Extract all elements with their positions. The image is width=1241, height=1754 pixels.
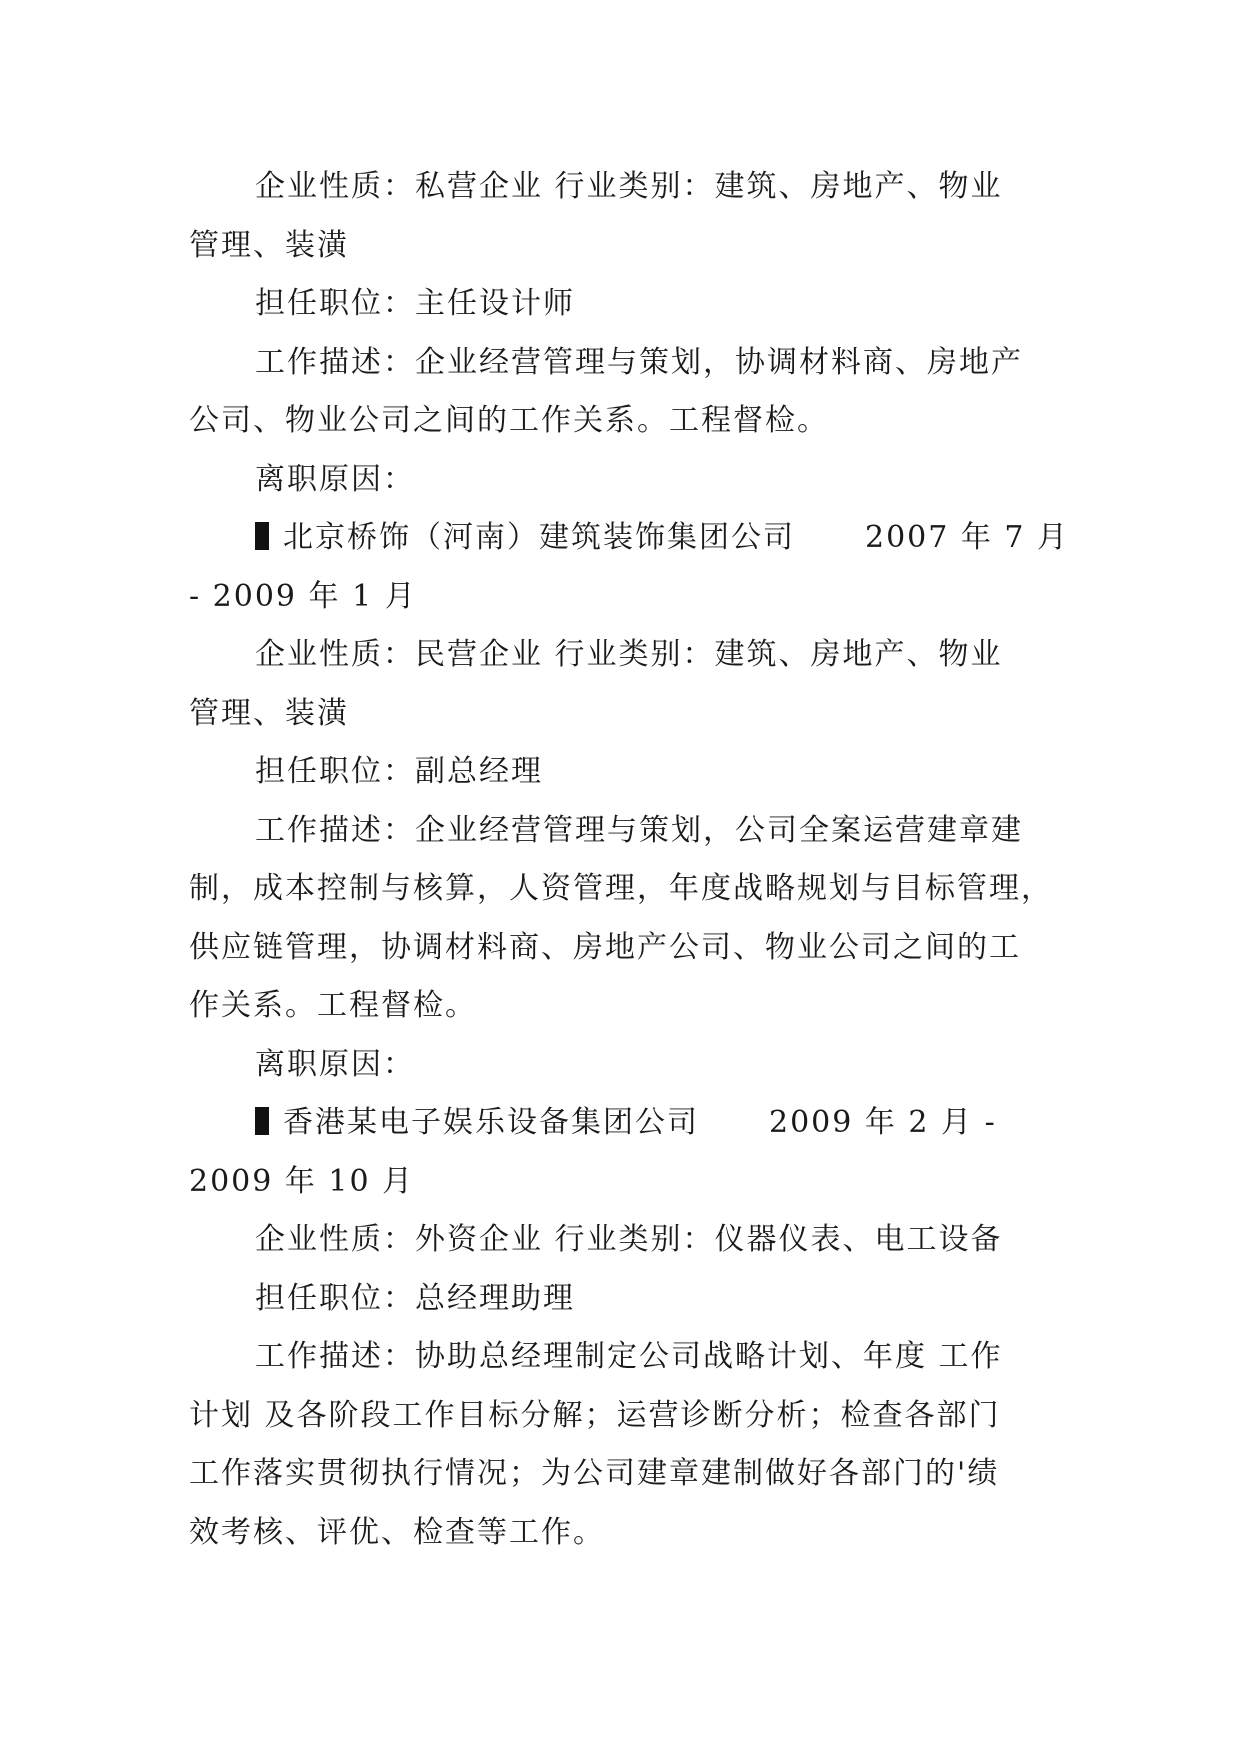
entry3-position: 担任职位：总经理助理 — [255, 1280, 575, 1316]
entry3-period-start: 2009 年 2 月 - — [769, 1105, 997, 1140]
entry3-desc-line: 效考核、评优、检查等工作。 — [189, 1514, 605, 1550]
bullet-block-icon — [255, 1107, 269, 1135]
entry1-nature-cont: 管理、装潢 — [189, 227, 349, 263]
document-page — [189, 158, 1070, 1562]
entry2-nature-cont: 管理、装潢 — [189, 695, 349, 731]
entry2-nature: 企业性质：民营企业 行业类别：建筑、房地产、物业 — [255, 637, 1003, 672]
entry2-desc-line: 工作描述：企业经营管理与策划，公司全案运营建章建 — [255, 812, 1023, 848]
entry2-period-end: - 2009 年 1 月 — [189, 578, 417, 614]
entry2-position: 担任职位：副总经理 — [255, 754, 543, 789]
entry1-desc-line: 工作描述：企业经营管理与策划，协调材料商、房地产 — [255, 344, 1023, 380]
entry2-company: 北京桥饰（河南）建筑装饰集团公司 — [283, 520, 795, 555]
entry1-desc-line: 公司、物业公司之间的工作关系。工程督检。 — [189, 403, 829, 438]
entry3-header — [189, 1094, 1049, 1153]
entry2-desc-line: 作关系。工程督检。 — [189, 988, 477, 1023]
entry2-desc-line: 供应链管理，协调材料商、房地产公司、物业公司之间的工 — [189, 929, 1021, 965]
entry1-nature: 企业性质：私营企业 行业类别：建筑、房地产、物业 — [255, 169, 1003, 204]
entry3-nature: 企业性质：外资企业 行业类别：仪器仪表、电工设备 — [255, 1222, 1003, 1257]
entry2-header — [189, 509, 1070, 568]
entry3-company: 香港某电子娱乐设备集团公司 — [283, 1105, 699, 1140]
entry2-leave-reason: 离职原因： — [255, 1046, 415, 1082]
entry3-period-end: 2009 年 10 月 — [189, 1163, 415, 1199]
entry2-period-start: 2007 年 7 月 — [865, 520, 1070, 555]
entry3-desc-line: 工作描述：协助总经理制定公司战略计划、年度 工作 — [255, 1339, 1003, 1374]
bullet-block-icon — [255, 522, 269, 550]
entry3-desc-line: 工作落实贯彻执行情况；为公司建章建制做好各部门的'绩 — [189, 1456, 1000, 1491]
entry3-desc-line: 计划 及各阶段工作目标分解；运营诊断分析；检查各部门 — [189, 1397, 1001, 1433]
entry2-desc-line: 制，成本控制与核算，人资管理，年度战略规划与目标管理， — [189, 871, 1053, 906]
entry1-position: 担任职位：主任设计师 — [255, 286, 575, 321]
entry1-leave-reason: 离职原因： — [255, 461, 415, 497]
